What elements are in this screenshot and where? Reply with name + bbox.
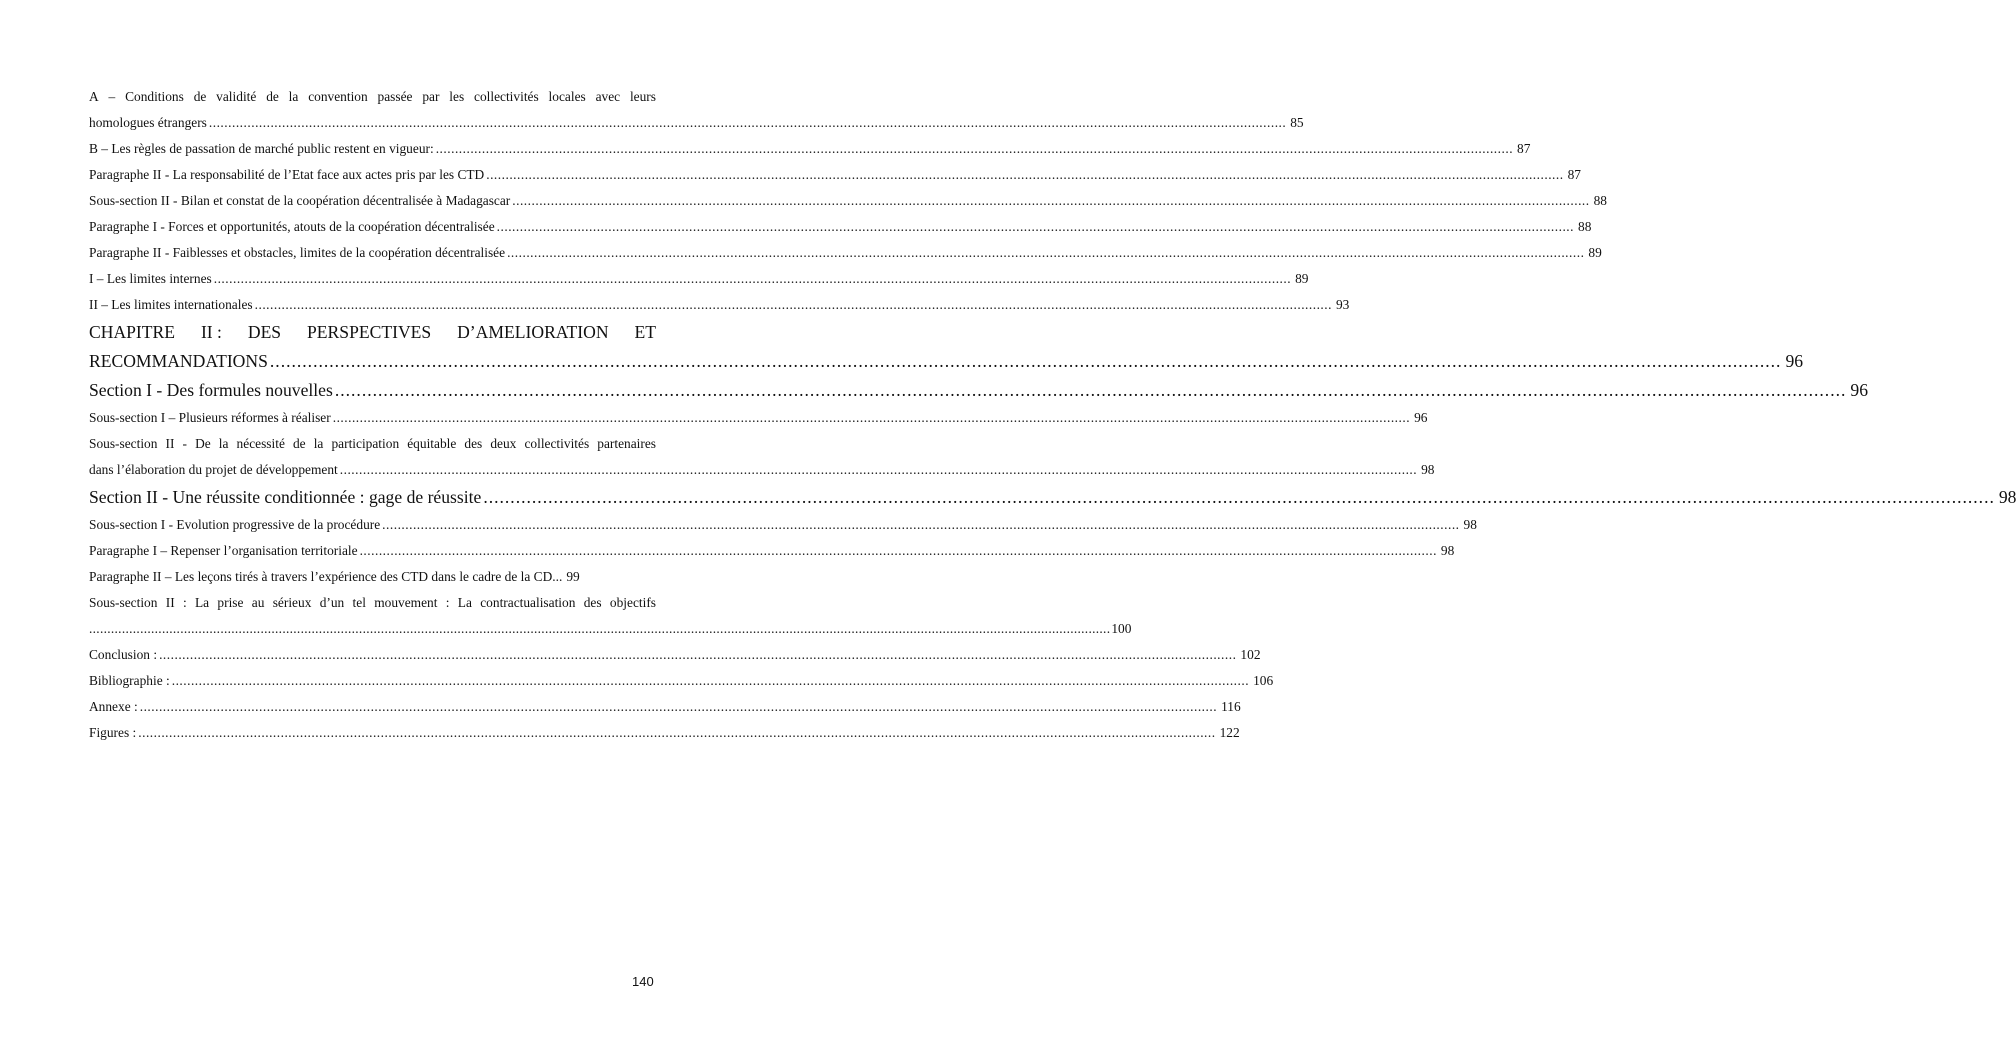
toc-entry-title: RECOMMANDATIONS — [89, 351, 268, 371]
toc-entry-conclusion[interactable] — [89, 642, 1261, 668]
toc-entry-page: 93 — [1335, 297, 1350, 312]
dot-leader — [497, 214, 1574, 240]
word: collectivités — [474, 89, 539, 104]
dot-leader — [382, 512, 1459, 538]
dot-leader — [340, 457, 1417, 483]
dot-leader — [172, 668, 1249, 694]
toc-entry-paragraphe-i-repenser[interactable] — [89, 538, 1455, 564]
toc-section-i[interactable] — [89, 376, 1868, 405]
toc-chapter-heading-line2[interactable] — [89, 347, 1804, 376]
toc-entry-title: homologues étrangers — [89, 115, 207, 130]
toc-entry-page: 96 — [1414, 410, 1428, 425]
toc-entry-sous-section-ii-participation-line1[interactable]: Sous-section II - De la nécessité de la participation équitable des deux collectivités partenaires — [89, 436, 656, 451]
toc-entry-title: Annexe : — [89, 699, 138, 714]
dot-leader — [507, 240, 1584, 266]
dot-leader — [512, 188, 1589, 214]
toc-entry-page: 98 — [1440, 543, 1455, 558]
toc-entry-title: B – Les règles de passation de marché public restent en vigueur: — [89, 141, 434, 156]
toc-entry-page: 116 — [1221, 699, 1241, 714]
toc-entry-page: 89 — [1588, 245, 1602, 260]
dot-leader — [360, 538, 1437, 564]
toc-entry-page: 87 — [1567, 167, 1581, 182]
toc-entry-title: Conclusion : — [89, 647, 158, 662]
toc-entry-page: 106 — [1253, 673, 1274, 688]
word: convention — [308, 89, 368, 104]
word: par — [422, 89, 440, 104]
word: avec — [595, 89, 621, 104]
toc-entry-title: I – Les limites internes — [89, 271, 212, 286]
toc-entry-sous-section-ii-contractualisation-line2[interactable] — [89, 616, 1132, 642]
page-number: 140 — [632, 974, 654, 989]
toc-chapter-heading-line1 — [89, 318, 656, 347]
word: DES — [247, 322, 282, 342]
word: PERSPECTIVES — [307, 322, 432, 342]
toc-entry-sous-section-i-reformes[interactable] — [89, 405, 1428, 431]
word: ET — [634, 322, 656, 342]
toc-entry-title: Sous-section I – Plusieurs réformes à réaliser — [89, 410, 331, 425]
dot-leader — [255, 292, 1332, 318]
dot-leader — [138, 720, 1215, 746]
dot-leader — [333, 405, 1410, 431]
toc-entry-sous-section-ii-contractualisation-line1[interactable]: Sous-section II : La prise au sérieux d’un tel mouvement : La contractualisation des objectifs — [89, 595, 656, 610]
toc-entry-title: Paragraphe I - Forces et opportunités, atouts de la coopération décentralisée — [89, 219, 495, 234]
toc-entry-page: 99 — [566, 569, 580, 584]
word: A — [89, 89, 99, 104]
word: locales — [548, 89, 586, 104]
toc-entry-sous-section-ii-participation-line2[interactable] — [89, 457, 1435, 483]
toc-entry-page: 98 — [1421, 462, 1435, 477]
dot-leader — [89, 616, 1110, 642]
toc-entry-title: Bibliographie : — [89, 673, 170, 688]
toc-entry-page: 85 — [1290, 115, 1304, 130]
word: – — [108, 89, 116, 104]
toc-entry-title: Sous-section II - Bilan et constat de la coopération décentralisée à Madagascar — [89, 193, 511, 208]
table-of-contents — [89, 84, 2016, 746]
word: les — [449, 89, 465, 104]
toc-entry-title: dans l’élaboration du projet de développement — [89, 462, 338, 477]
word: la — [288, 89, 299, 104]
dot-leader — [159, 642, 1236, 668]
word: II : — [200, 322, 222, 342]
word: Conditions — [125, 89, 184, 104]
toc-entry-sous-section-ii-bilan[interactable] — [89, 188, 1607, 214]
toc-entry-paragraphe-ii-faiblesses[interactable] — [89, 240, 1602, 266]
dot-leader — [436, 136, 1513, 162]
toc-entry-page: 96 — [1785, 351, 1804, 371]
toc-section-ii[interactable] — [89, 483, 2016, 512]
word: leurs — [629, 89, 656, 104]
toc-entry-page: 122 — [1219, 725, 1240, 740]
toc-entry-page: 102 — [1240, 647, 1261, 662]
toc-entry-title: Section I - Des formules nouvelles — [89, 380, 333, 400]
toc-entry-b[interactable] — [89, 136, 1531, 162]
toc-entry-paragraphe-i-forces[interactable] — [89, 214, 1592, 240]
toc-entry-title: Section II - Une réussite conditionnée : gage de réussite — [89, 487, 482, 507]
toc-entry-limites-internes[interactable] — [89, 266, 1309, 292]
toc-entry-page: 96 — [1850, 380, 1868, 400]
toc-entry-page: 87 — [1517, 141, 1531, 156]
toc-entry-annexe[interactable] — [89, 694, 1241, 720]
dot-leader — [140, 694, 1217, 720]
toc-entry-page: 98 — [1998, 487, 2016, 507]
toc-entry-title: Paragraphe II - Faiblesses et obstacles, limites de la coopération décentralisée — [89, 245, 506, 260]
toc-entry-a-line1 — [89, 84, 656, 110]
toc-entry-title: Paragraphe II – Les leçons tirés à travers l’expérience des CTD dans le cadre de la CD... — [89, 569, 563, 584]
toc-entry-a-line2[interactable] — [89, 110, 1304, 136]
dot-leader — [486, 162, 1563, 188]
toc-entry-page: 98 — [1463, 517, 1477, 532]
toc-entry-title: Figures : — [89, 725, 137, 740]
dot-leader — [214, 266, 1291, 292]
word: passée — [377, 89, 413, 104]
word: de — [193, 89, 207, 104]
toc-entry-title: Paragraphe I – Repenser l’organisation territoriale — [89, 543, 358, 558]
word: de — [266, 89, 279, 104]
word: validité — [216, 89, 257, 104]
word: CHAPITRE — [89, 322, 176, 342]
dot-leader — [270, 347, 1782, 376]
toc-entry-title: II – Les limites internationales — [89, 297, 253, 312]
toc-entry-bibliographie[interactable] — [89, 668, 1274, 694]
toc-entry-title: Sous-section I - Evolution progressive de la procédure — [89, 517, 381, 532]
toc-entry-title: Paragraphe II - La responsabilité de l’Etat face aux actes pris par les CTD — [89, 167, 485, 182]
toc-entry-page: 100 — [1111, 621, 1132, 636]
toc-entry-page: 88 — [1593, 193, 1607, 208]
toc-entry-sous-section-i-evolution[interactable] — [89, 512, 1477, 538]
toc-entry-limites-internationales[interactable] — [89, 292, 1350, 318]
toc-entry-page: 88 — [1578, 219, 1592, 234]
toc-entry-figures[interactable] — [89, 720, 1240, 746]
dot-leader — [335, 376, 1847, 405]
dot-leader — [209, 110, 1286, 136]
word: D’AMELIORATION — [457, 322, 609, 342]
toc-entry-paragraphe-ii-responsabilite[interactable] — [89, 162, 1581, 188]
toc-entry-page: 89 — [1295, 271, 1309, 286]
toc-entry-paragraphe-ii-lecons[interactable] — [89, 564, 656, 590]
dot-leader — [483, 483, 1995, 512]
